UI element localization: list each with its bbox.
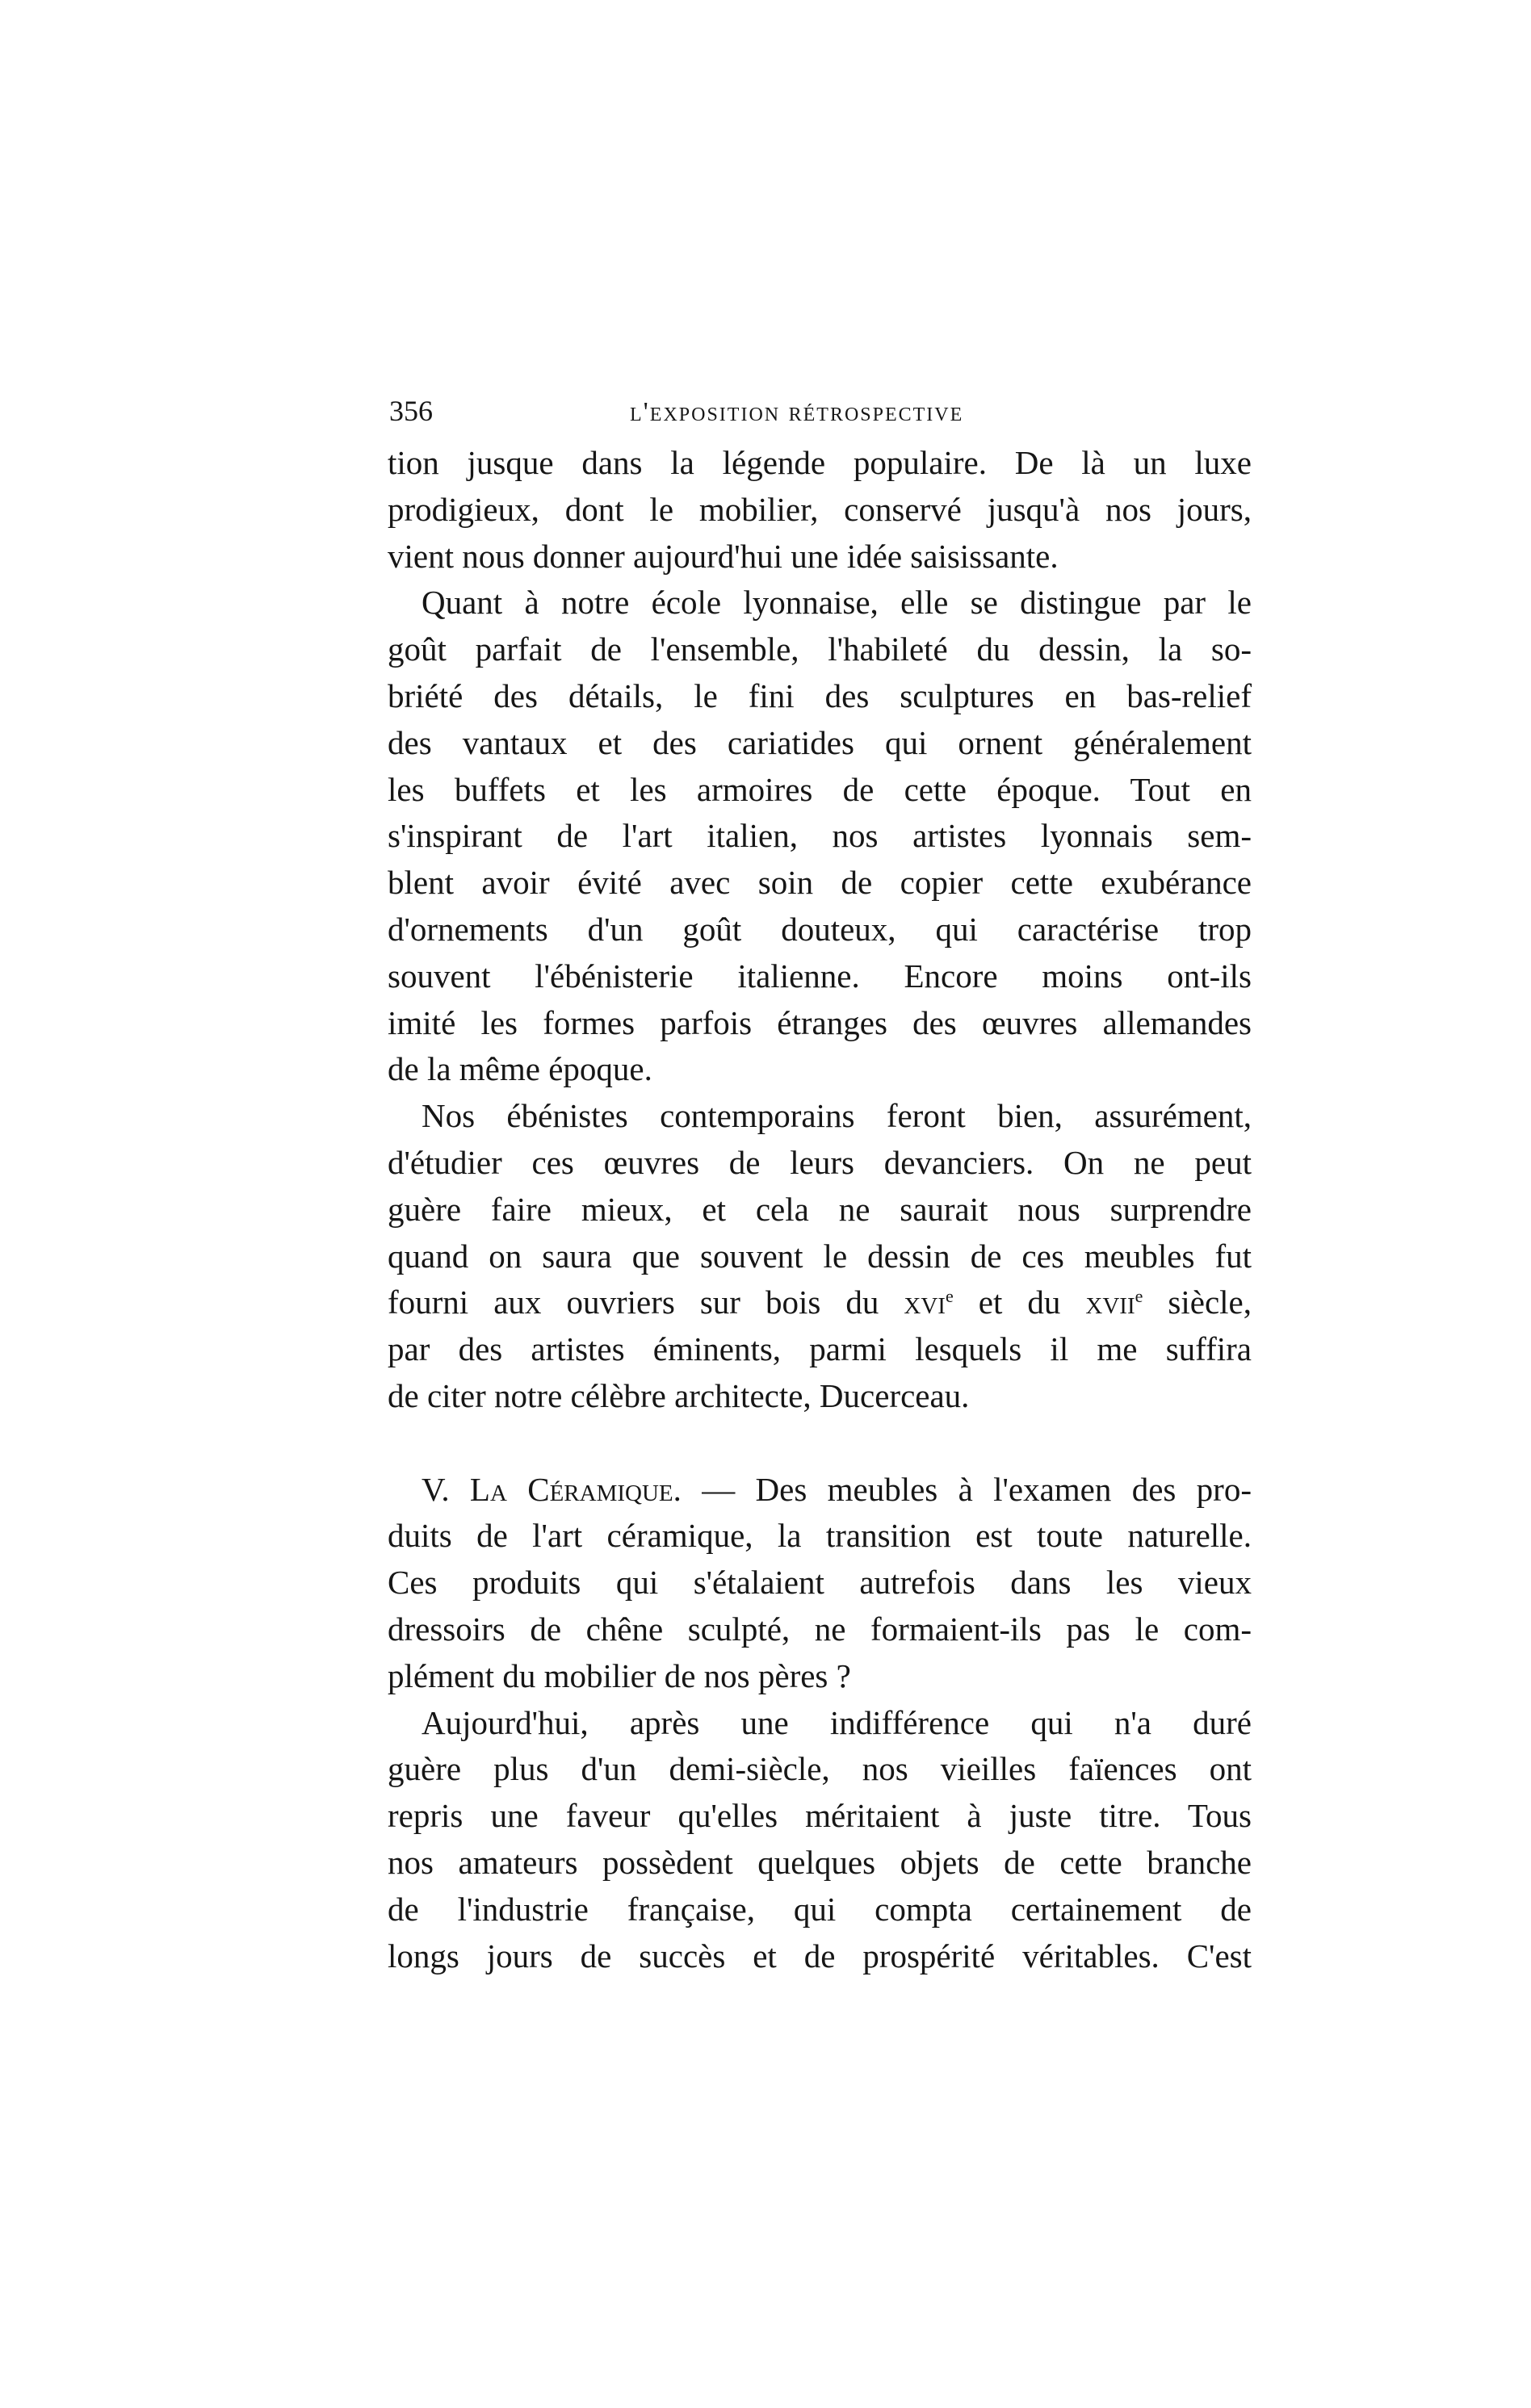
text-segment: vient nous donner aujourd'hui une idée saisissante.	[388, 537, 1059, 575]
text-line	[388, 1093, 1252, 1140]
text-line	[388, 673, 1252, 720]
text-segment: plément du mobilier de nos pères ?	[388, 1656, 851, 1694]
text-line	[388, 1373, 1252, 1420]
text-line	[388, 813, 1252, 860]
text-segment: de citer notre célèbre architecte, Ducerceau.	[388, 1376, 970, 1414]
text-segment: nos amateurs possèdent quelques objets de cette branche	[388, 1843, 1252, 1881]
text-segment: duits de l'art céramique, la transition est toute naturelle.	[388, 1517, 1252, 1555]
text-segment: tion jusque dans la légende populaire. De là un luxe	[388, 444, 1252, 481]
text-line	[388, 767, 1252, 814]
superscript: e	[945, 1286, 954, 1307]
text-segment: guère plus d'un demi-siècle, nos vieilles faïences ont	[388, 1750, 1252, 1788]
text-line	[388, 534, 1252, 580]
text-line	[388, 440, 1252, 487]
running-header	[389, 394, 1252, 433]
text-line	[388, 1046, 1252, 1093]
text-segment: . — Des meubles à l'examen des pro-	[673, 1470, 1252, 1508]
text-segment: souvent l'ébénisterie italienne. Encore moins ont-ils	[388, 957, 1252, 995]
text-line	[388, 1140, 1252, 1187]
section-break	[388, 1420, 1252, 1467]
text-segment: longs jours de succès et de prospérité véritables. C'est	[388, 1937, 1252, 1975]
text-line	[388, 1746, 1252, 1793]
text-line	[388, 1187, 1252, 1233]
text-segment: et du	[953, 1284, 1086, 1321]
text-segment: Nos ébénistes contemporains feront bien, assurément,	[422, 1097, 1252, 1135]
small-caps-text: La Céramique	[469, 1470, 673, 1508]
paragraph	[388, 1700, 1252, 1980]
text-segment: par des artistes éminents, parmi lesquels il me suffira	[388, 1330, 1252, 1368]
text-line	[388, 580, 1252, 626]
text-segment: de l'industrie française, qui compta certainement de	[388, 1890, 1252, 1928]
text-segment: s'inspirant de l'art italien, nos artistes lyonnais sem-	[388, 817, 1252, 855]
text-line	[388, 626, 1252, 673]
paragraph	[388, 580, 1252, 1093]
text-line	[388, 1933, 1252, 1980]
text-segment: de la même époque.	[388, 1050, 652, 1088]
text-segment: Quant à notre école lyonnaise, elle se distingue par le	[422, 584, 1252, 622]
text-segment: briété des détails, le fini des sculptures en bas-relief	[388, 676, 1252, 714]
text-line	[388, 1279, 1252, 1326]
text-segment: guère faire mieux, et cela ne saurait nous surprendre	[388, 1190, 1252, 1228]
text-line	[388, 907, 1252, 953]
text-line	[388, 1793, 1252, 1840]
text-line	[388, 487, 1252, 534]
text-segment: blent avoir évité avec soin de copier cette exubérance	[388, 864, 1252, 902]
text-segment: prodigieux, dont le mobilier, conservé jusqu'à nos jours,	[388, 490, 1252, 528]
text-segment: Ces produits qui s'étalaient autrefois dans les vieux	[388, 1564, 1252, 1602]
text-line	[388, 720, 1252, 767]
text-line	[388, 1233, 1252, 1280]
text-segment: fourni aux ouvriers sur bois du	[388, 1284, 904, 1321]
text-line	[388, 1000, 1252, 1047]
small-caps-text: xvii	[1085, 1284, 1135, 1321]
page-number: 356	[389, 395, 433, 427]
text-segment: des vantaux et des cariatides qui ornent généralement	[388, 723, 1252, 761]
text-segment: d'étudier ces œuvres de leurs devanciers. On ne peut	[388, 1143, 1252, 1181]
text-line	[388, 953, 1252, 1000]
text-segment: V.	[422, 1470, 470, 1508]
text-line	[388, 1887, 1252, 1933]
text-line	[388, 1700, 1252, 1747]
body-text	[388, 440, 1252, 1979]
superscript: e	[1135, 1286, 1143, 1307]
text-line	[388, 1840, 1252, 1887]
text-line	[388, 1653, 1252, 1700]
text-line	[388, 1467, 1252, 1514]
text-line	[388, 1513, 1252, 1560]
text-segment: repris une faveur qu'elles méritaient à juste titre. Tous	[388, 1797, 1252, 1835]
text-line	[388, 1560, 1252, 1606]
small-caps-text: xvi	[904, 1284, 946, 1321]
text-segment: les buffets et les armoires de cette époque. Tout en	[388, 770, 1252, 808]
paragraph	[388, 1093, 1252, 1420]
text-segment: dressoirs de chêne sculpté, ne formaient-ils pas le com-	[388, 1610, 1252, 1648]
running-title: l'exposition rétrospective	[630, 397, 964, 427]
text-segment: imité les formes parfois étranges des œuvres allemandes	[388, 1003, 1252, 1041]
text-line	[388, 1326, 1252, 1373]
paragraph	[388, 1467, 1252, 1700]
text-segment: siècle,	[1143, 1284, 1252, 1321]
text-segment: Aujourd'hui, après une indifférence qui n'a duré	[422, 1703, 1252, 1741]
text-segment: goût parfait de l'ensemble, l'habileté du dessin, la so-	[388, 630, 1252, 668]
text-line	[388, 860, 1252, 907]
paragraph	[388, 440, 1252, 580]
text-line	[388, 1606, 1252, 1653]
text-segment: quand on saura que souvent le dessin de ces meubles fut	[388, 1237, 1252, 1275]
text-segment: d'ornements d'un goût douteux, qui caractérise trop	[388, 910, 1252, 948]
